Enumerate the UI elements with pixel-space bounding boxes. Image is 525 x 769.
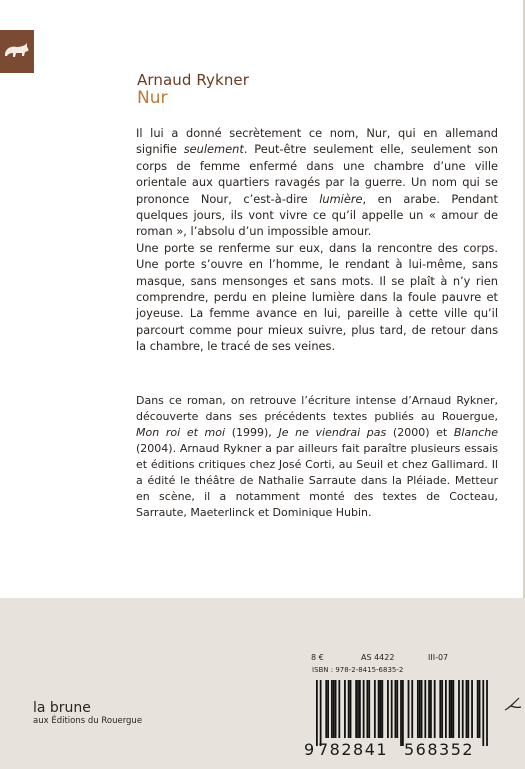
price: 8 € xyxy=(311,653,324,662)
barcode-bar xyxy=(366,680,368,738)
barcode-bar xyxy=(466,680,468,738)
barcode-bar xyxy=(344,680,346,738)
book-title: Nur xyxy=(137,88,168,108)
bio-run: (2000) et xyxy=(386,426,454,439)
barcode-bar xyxy=(449,680,451,738)
barcode-bar xyxy=(445,680,447,738)
product-code: AS 4422 xyxy=(361,653,395,662)
blurb-paragraph-1 xyxy=(136,125,498,240)
barcode-bar xyxy=(338,680,340,738)
barcode-bar xyxy=(331,680,333,738)
blurb-run: seulement xyxy=(183,142,244,157)
barcode-bar xyxy=(320,680,322,746)
bio-run: (1999), xyxy=(225,426,279,439)
barcode-bar xyxy=(378,680,380,738)
blurb-run: , en arabe. Pendant quelques jours, ils vont vivre ce qu’il appelle un « amour de roman », l’absolu d’un impossible amour. xyxy=(136,191,498,239)
barcode-bar xyxy=(479,680,481,738)
barcode-bar xyxy=(387,680,389,738)
barcode-bar xyxy=(441,680,443,738)
barcode-bar xyxy=(430,680,432,738)
price-row xyxy=(311,653,485,665)
blurb-run: lumière xyxy=(319,191,363,206)
barcode-bar xyxy=(452,680,454,738)
barcode-bar xyxy=(439,680,441,738)
barcode-digits xyxy=(304,740,490,758)
barcode-bar xyxy=(368,680,370,738)
barcode-bar xyxy=(417,680,419,738)
blurb-text xyxy=(136,125,498,355)
barcode-bar xyxy=(363,680,365,738)
bio-run: Mon roi et moi xyxy=(136,426,226,439)
barcode-bar xyxy=(374,680,376,738)
barcode-bar xyxy=(434,680,436,738)
barcode-bar xyxy=(355,680,357,738)
barcode-bar xyxy=(424,680,426,738)
barcode-bar xyxy=(380,680,382,738)
author-name: Arnaud Rykner xyxy=(137,71,250,89)
barcode-bar xyxy=(421,680,423,738)
barcode-bar xyxy=(428,680,430,738)
barcode-bar xyxy=(391,680,393,738)
barcode-bar xyxy=(402,680,404,746)
isbn-label: ISBN : 978-2-8415-6835-2 xyxy=(312,666,404,674)
barcode-bar xyxy=(400,680,402,746)
bio-run: (2004). Arnaud Rykner a par ailleurs fait paraître plusieurs essais et éditions critiques chez José Corti, au Seuil et chez Gallimard. Il a édité le théâtre de Nathalie Sarraute dans la Pléiade. Metteur en scène, il a notamment monté des textes de Cocteau, Sarraute, Maeterlinck et Dominique Hubin. xyxy=(136,442,498,519)
barcode-bar xyxy=(467,680,469,738)
barcode-bar xyxy=(458,680,460,738)
barcode-bar xyxy=(357,680,359,738)
barcode-bar xyxy=(395,680,397,738)
barcode-bar xyxy=(486,680,488,746)
barcode-digits-group-1: 782841 xyxy=(318,740,389,759)
publisher-logo-block xyxy=(0,30,34,73)
publisher-name: la brune xyxy=(33,700,91,716)
swash-mark-icon xyxy=(503,694,523,714)
barcode-bar xyxy=(396,680,398,738)
bio-run: Je ne viendrai pas xyxy=(278,426,387,439)
barcode-bar xyxy=(477,680,479,738)
barcode-bar xyxy=(471,680,473,738)
barcode-bar xyxy=(350,680,352,738)
barcode-bar xyxy=(335,680,337,738)
barcode-bar xyxy=(333,680,335,738)
publisher-subtitle: aux Éditions du Rouergue xyxy=(33,716,143,726)
barcode-bar xyxy=(482,680,484,746)
barcode-bar xyxy=(348,680,350,738)
barcode-bar xyxy=(325,680,327,738)
blurb-paragraph-2: Une porte se renferme sur eux, dans la rencontre des corps. Une porte s’ouvre en l’homme, le rendant à lui-même, sans masque, sans mensonges et sans mots. Il se plaît à n’y rien comprendre, perdu en pleine lumière dans la foule pauvre et joyeuse. La femme avance en lui, pareille à cette ville qu’il parcourt comme pour mieux suivre, plus tard, de retour dans la chambre, le tracé de ses veines. xyxy=(136,240,498,354)
bio-run: Dans ce roman, on retrouve l’écriture intense d’Arnaud Rykner, découverte dans ses précédents textes publiés au Rouergue, xyxy=(136,394,498,423)
barcode-digit-first: 9 xyxy=(304,740,315,759)
barcode-bar xyxy=(451,680,453,738)
barcode-bar xyxy=(462,680,464,738)
barcode-bar xyxy=(408,680,410,738)
barcode-bar xyxy=(381,680,383,738)
barcode-bar xyxy=(411,680,413,738)
wild-boar-icon xyxy=(4,42,30,60)
blurb-run: Il lui a donné secrètement ce nom, Nur, qui en allemand signifie xyxy=(136,126,498,157)
blurb-run: . Peut-être seulement elle, seulement son corps de femme enfermé dans une chambre d’une ville orientale aux quartiers ravagés par la guerre. Un nom qui se prononce Nour, c’est-à-dire xyxy=(136,142,498,206)
barcode-bar xyxy=(316,680,318,746)
barcode-digits-group-2: 568352 xyxy=(404,740,475,759)
barcode-bar xyxy=(419,680,421,738)
product-code-2: III-07 xyxy=(428,653,449,662)
barcode-bar xyxy=(359,680,361,738)
author-bio-paragraph xyxy=(136,393,498,521)
barcode-bar xyxy=(327,680,329,738)
author-bio xyxy=(136,393,498,521)
bio-run: Blanche xyxy=(453,426,498,439)
